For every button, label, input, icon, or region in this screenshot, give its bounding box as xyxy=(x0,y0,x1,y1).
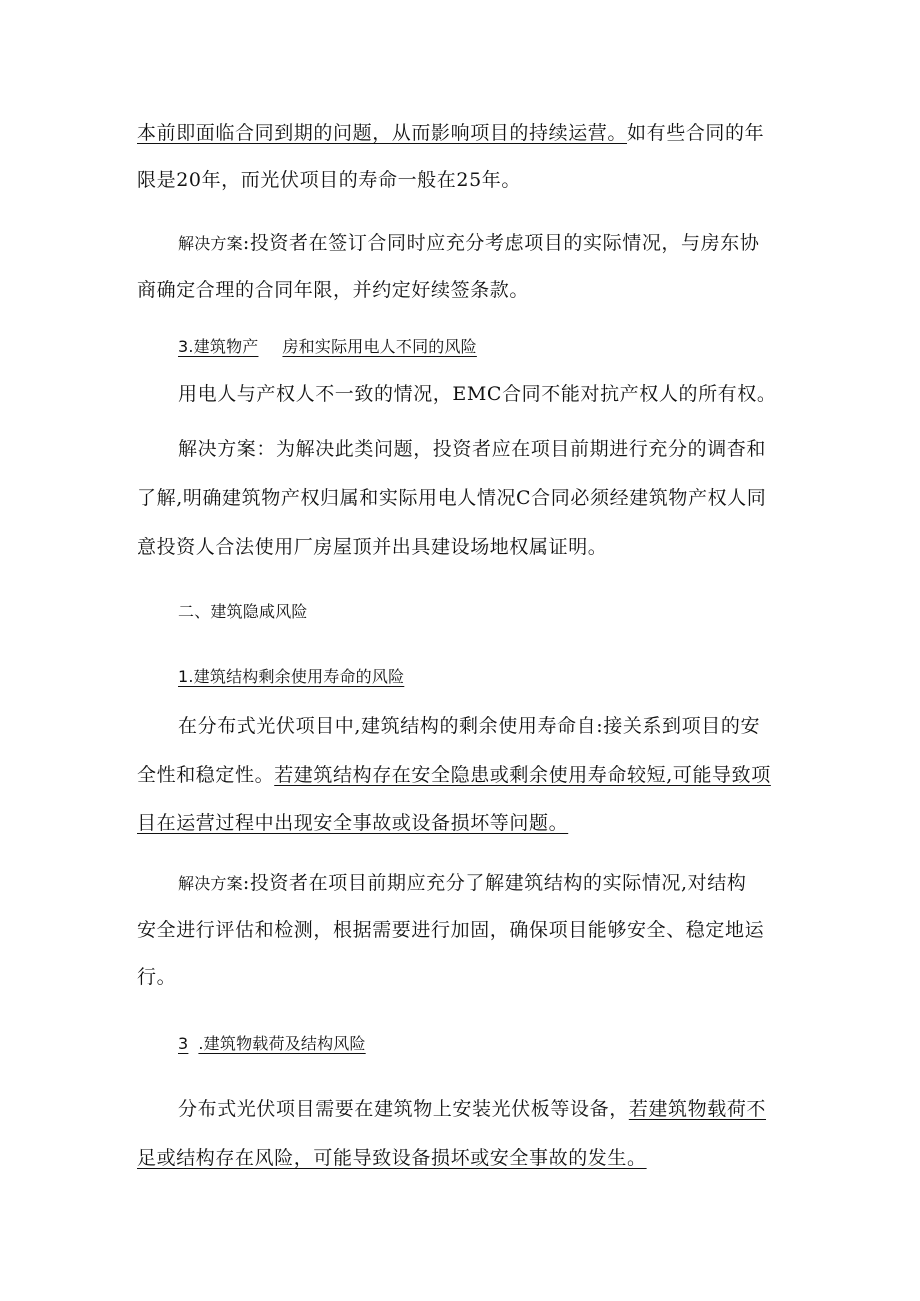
paragraph-line xyxy=(137,277,529,303)
section-heading xyxy=(178,333,477,360)
body-text: 分布式光伏项目需要在建筑物上安装光伏板等设备， xyxy=(178,1098,629,1120)
body-text: :投资者在签订合同时应充分考虑项目的实际情况，与房东协 xyxy=(242,232,760,254)
body-text: 了解,明确建筑物产权归属和实际用电人情况C合同必须经建筑物产权人同 xyxy=(137,487,767,509)
solution-label: 解决方案 xyxy=(178,874,243,893)
paragraph-line xyxy=(178,436,766,462)
paragraph-line xyxy=(137,810,568,836)
paragraph-line xyxy=(137,120,764,146)
body-text: 意投资人合法使用厂房屋顶并出具建设场地权属证明。 xyxy=(137,536,608,558)
paragraph-line xyxy=(137,917,764,943)
heading-text-part: 房和实际用电人不同的风险 xyxy=(282,337,477,356)
body-text: 解决方案：为解决此类问题，投资者应在项目前期进行充分的调杳和 xyxy=(178,438,767,460)
underlined-text: 若建筑结构存在安全隐患或剩余使用寿命较短,可能导致项 xyxy=(274,764,771,786)
paragraph-line xyxy=(137,485,766,511)
section-heading xyxy=(178,1030,366,1057)
chapter-heading xyxy=(178,598,308,625)
paragraph-line xyxy=(178,713,760,739)
heading-number-part: 3 xyxy=(178,1034,189,1053)
paragraph-line xyxy=(137,762,771,788)
body-text: 行。 xyxy=(137,966,177,988)
underlined-text: 目在运营过程中出现安全事故或设备损坏等问题。 xyxy=(137,812,569,834)
solution-line xyxy=(178,870,746,897)
underlined-text: 足或结构存在风险，可能导致设备损坏或安全事故的发生。 xyxy=(137,1147,647,1169)
underlined-text: 若建筑物载荷不 xyxy=(628,1098,767,1120)
body-text: 在分布式光伏项目中,建筑结构的剩余使用寿命自:接关系到项目的安 xyxy=(178,715,761,737)
paragraph-line xyxy=(137,964,176,990)
body-text: :投资者在项目前期应充分了解建筑结构的实际情况,对结构 xyxy=(242,872,747,894)
chapter-title: 二、建筑隐咸风险 xyxy=(178,602,308,621)
paragraph-line xyxy=(178,381,776,407)
paragraph-line xyxy=(137,1145,647,1171)
body-text: 限是20年，而光伏项目的寿命一般在25年。 xyxy=(137,169,521,191)
body-text: 全性和稳定性。 xyxy=(137,764,275,786)
body-text: 安全进行评估和检测，根据需要进行加固，确保项目能够安全、稳定地运 xyxy=(137,919,765,941)
body-text: 如有些合同的年 xyxy=(627,122,765,144)
heading-number-part: 3.建筑物产 xyxy=(178,337,259,356)
paragraph-line xyxy=(137,167,521,193)
solution-label: 解决方案 xyxy=(178,234,243,253)
underlined-text: 本前即面临合同到期的问题，从而影响项目的持续运营。 xyxy=(137,122,628,144)
body-text: 用电人与产权人不一致的情况，EMC合同不能对抗产权人的所有权。 xyxy=(178,383,777,405)
paragraph-line xyxy=(178,1096,766,1122)
solution-line xyxy=(178,230,759,257)
paragraph-line xyxy=(137,534,607,560)
body-text: 商确定合理的合同年限，并约定好续签条款。 xyxy=(137,279,530,301)
heading-text-part: .建筑物载荷及结构风险 xyxy=(198,1034,366,1053)
heading-text: 1.建筑结构剩余使用寿命的风险 xyxy=(178,667,405,686)
section-heading xyxy=(178,663,404,690)
